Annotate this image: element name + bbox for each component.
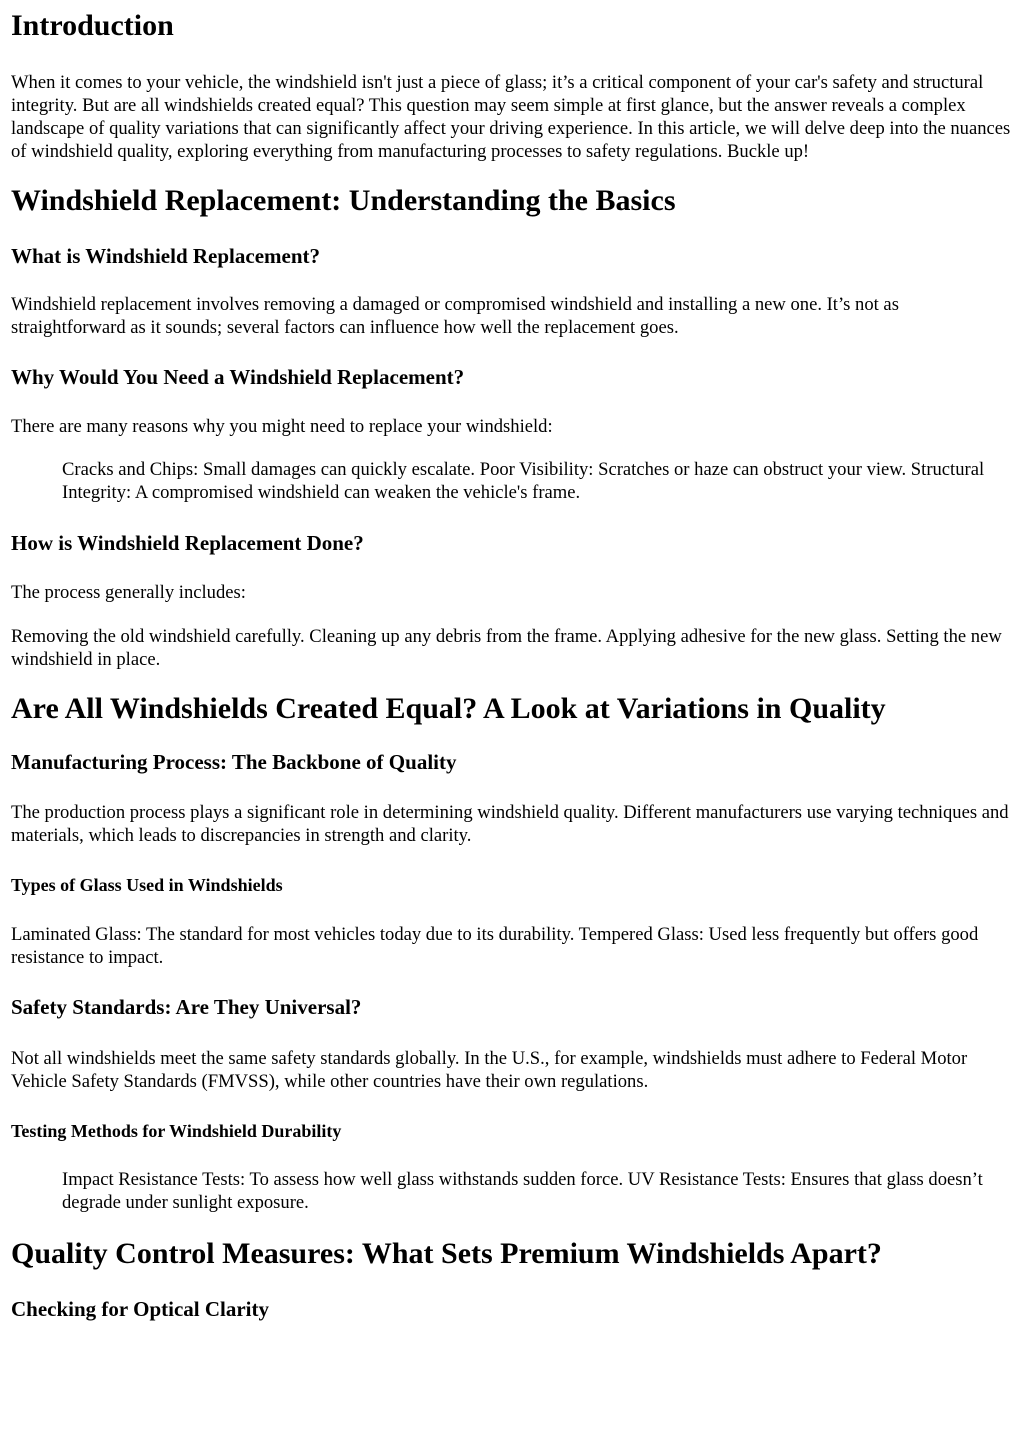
heading-optical-clarity: Checking for Optical Clarity <box>11 1297 270 1321</box>
heading-manufacturing-process: Manufacturing Process: The Backbone of Quality <box>11 750 457 774</box>
list-testing-methods: Impact Resistance Tests: To assess how well glass withstands sudden force. UV Resistance Tests: Ensures that glass doesn’t degrade under sunlight exposure. <box>62 1169 983 1213</box>
heading-testing-methods: Testing Methods for Windshield Durability <box>11 1121 342 1141</box>
paragraph-what-is-replacement: Windshield replacement involves removing a damaged or compromised windshield and installing a new one. It’s not as straightforward as it sounds; several factors can influence how well the replacement goes. <box>11 294 899 338</box>
heading-types-of-glass: Types of Glass Used in Windshields <box>11 875 283 895</box>
list-process-steps: Removing the old windshield carefully. Cleaning up any debris from the frame. Applying adhesive for the new glass. Setting the new windshield in place. <box>11 626 1002 670</box>
paragraph-manufacturing-process: The production process plays a significant role in determining windshield quality. Different manufacturers use varying techniques and materials, which leads to discrepancies in strength and clarity. <box>11 802 1009 846</box>
heading-created-equal: Are All Windshields Created Equal? A Look at Variations in Quality <box>11 692 886 725</box>
heading-replacement-basics: Windshield Replacement: Understanding the Basics <box>11 184 676 217</box>
list-reasons: Cracks and Chips: Small damages can quickly escalate. Poor Visibility: Scratches or haze can obstruct your view. Structural Integrity: A compromised windshield can weaken the vehicle's frame. <box>62 459 985 503</box>
paragraph-why-replacement: There are many reasons why you might need to replace your windshield: <box>11 416 553 437</box>
paragraph-how-replacement: The process generally includes: <box>11 582 246 603</box>
paragraph-types-of-glass: Laminated Glass: The standard for most vehicles today due to its durability. Tempered Glass: Used less frequently but offers good resistance to impact. <box>11 924 979 968</box>
paragraph-introduction: When it comes to your vehicle, the windshield isn't just a piece of glass; it’s a critical component of your car's safety and structural integrity. But are all windshields created equal? This question may seem simple at first glance, but the answer reveals a complex landscape of quality variations that can significantly affect your driving experience. In this article, we will delve deep into the nuances of windshield quality, exploring everything from manufacturing processes to safety regulations. Buckle up! <box>11 72 1011 162</box>
heading-how-replacement: How is Windshield Replacement Done? <box>11 531 364 555</box>
heading-why-replacement: Why Would You Need a Windshield Replacement? <box>11 365 465 389</box>
heading-what-is-replacement: What is Windshield Replacement? <box>11 244 321 268</box>
heading-quality-control: Quality Control Measures: What Sets Premium Windshields Apart? <box>11 1237 882 1270</box>
heading-safety-standards: Safety Standards: Are They Universal? <box>11 995 362 1019</box>
heading-introduction: Introduction <box>11 9 174 42</box>
article <box>0 9 1024 1322</box>
paragraph-safety-standards: Not all windshields meet the same safety standards globally. In the U.S., for example, windshields must adhere to Federal Motor Vehicle Safety Standards (FMVSS), while other countries have their own regulations. <box>11 1048 968 1092</box>
